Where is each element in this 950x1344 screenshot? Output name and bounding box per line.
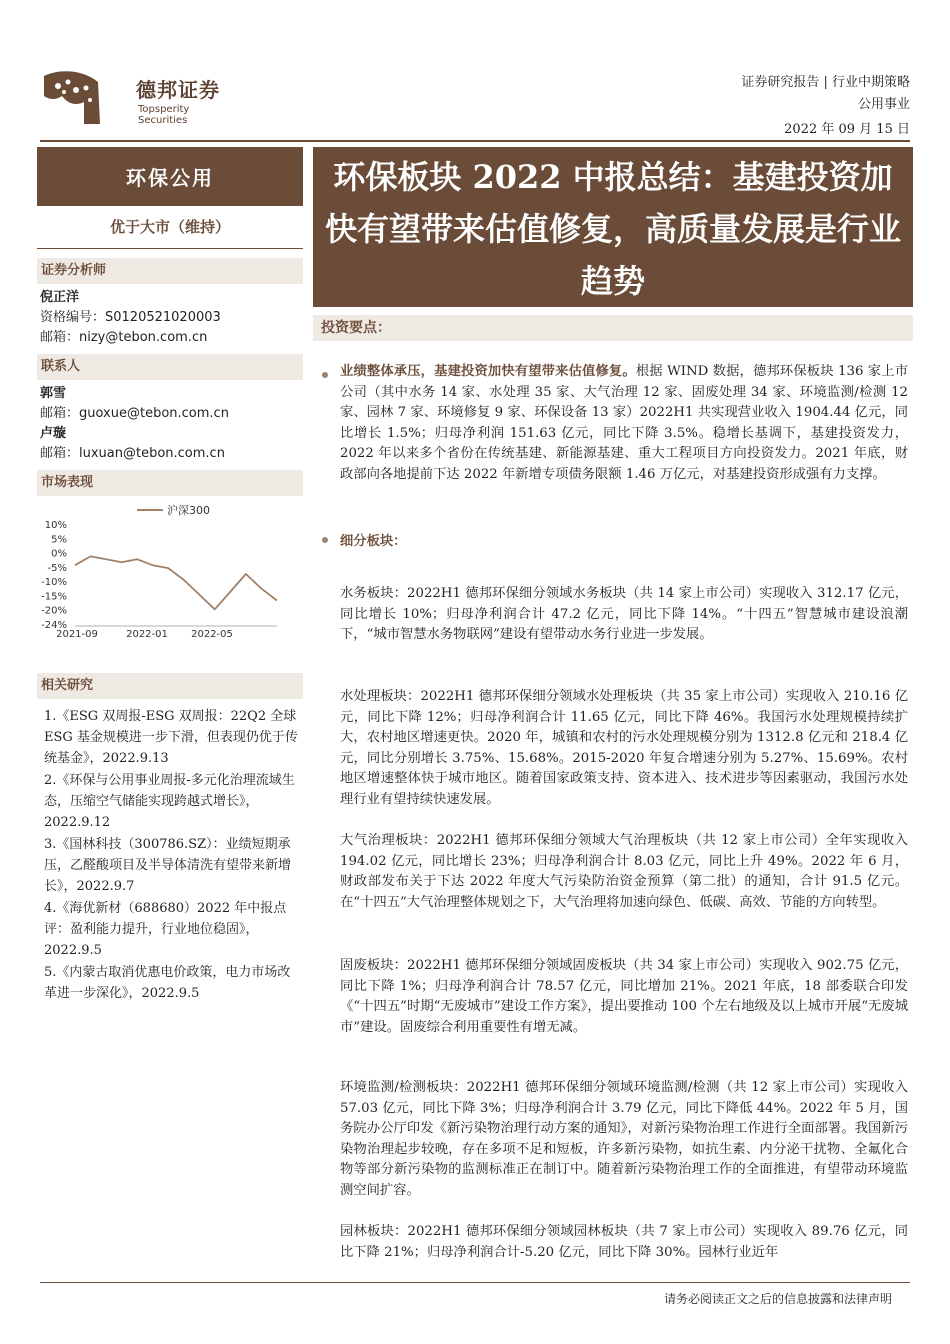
y-tick-label: 0% bbox=[51, 548, 67, 560]
rating-divider bbox=[37, 248, 303, 249]
report-meta bbox=[741, 72, 910, 116]
market-heading: 市场表现 bbox=[37, 470, 303, 496]
analyst-block bbox=[40, 288, 221, 348]
x-tick-label: 2022-01 bbox=[126, 629, 168, 640]
y-tick-label: -5% bbox=[47, 562, 67, 574]
y-tick-label: -20% bbox=[41, 605, 67, 617]
related-item[interactable]: 4.《海优新材（688680）2022 年中报点评：盈利能力提升，行业地位稳固》，2022.9.5 bbox=[44, 901, 287, 958]
contact2-email[interactable]: 邮箱：luxuan@tebon.com.cn bbox=[40, 446, 225, 461]
industry-label: 公用事业 bbox=[857, 97, 910, 112]
y-tick-label: 10% bbox=[44, 520, 67, 531]
segments-heading: 细分板块： bbox=[340, 534, 407, 549]
contact1-email[interactable]: 邮箱：guoxue@tebon.com.cn bbox=[40, 406, 229, 421]
footer-divider bbox=[40, 1282, 910, 1283]
solid-waste-paragraph: 固废板块：2022H1 德邦环保细分领域固废板块（共 34 家上市公司）实现收入 902.75 亿元，同比下降 1%；归母净利润合计 78.57 亿元，同比增加 21%。2021 年底，18 部委联合印发《“十四五”时期“无废城市”建设工作方案》，提出要推动 100 个左右地级及以上城市开展“无废城市”建设。固废综合利用重要性有增无减。 bbox=[340, 958, 908, 1035]
report-type: 证券研究报告 | 行业中期策略 bbox=[741, 75, 910, 90]
rating-label: 优于大市（维持） bbox=[109, 218, 230, 236]
contact-block bbox=[40, 384, 229, 464]
related-item[interactable]: 1.《ESG 双周报-ESG 双周报：22Q2 全球 ESG 基金规模进一步下滑，但表现仍优于传统基金》，2022.9.13 bbox=[44, 709, 298, 766]
y-tick-label: -24% bbox=[41, 620, 67, 631]
analyst-cert: 资格编号：S0120521020003 bbox=[40, 310, 221, 325]
legend-label: 沪深300 bbox=[167, 504, 210, 517]
sector-label: 环保公用 bbox=[37, 147, 303, 206]
landscaping-paragraph: 园林板块：2022H1 德邦环保细分领域园林板块（共 7 家上市公司）实现收入 89.76 亿元，同比下降 21%；归母净利润合计-5.20 亿元，同比下降 30%。园林行业近年 bbox=[340, 1224, 908, 1260]
related-item[interactable]: 2.《环保与公用事业周报-多元化治理流域生态，压缩空气储能实现跨越式增长》，2022.9.12 bbox=[44, 773, 295, 830]
related-item[interactable]: 3.《国林科技（300786.SZ）：业绩短期承压，乙醛酸项目及半导体清洗有望带来新增长》，2022.9.7 bbox=[44, 837, 292, 894]
x-tick-label: 2021-09 bbox=[56, 629, 98, 640]
header-divider bbox=[40, 140, 910, 142]
x-tick-label: 2022-05 bbox=[191, 629, 233, 640]
market-performance-chart bbox=[37, 500, 303, 640]
y-tick-label: 5% bbox=[51, 534, 67, 546]
brand-name-en: Topsperity Securities bbox=[138, 104, 190, 126]
related-heading: 相关研究 bbox=[37, 673, 303, 699]
bullet-icon bbox=[322, 537, 328, 543]
contact1-name: 郭雪 bbox=[40, 386, 67, 401]
brand-name-cn: 德邦证券 bbox=[136, 78, 220, 102]
contact2-name: 卢璇 bbox=[40, 426, 67, 441]
water-treatment-paragraph: 水处理板块：2022H1 德邦环保细分领域水处理板块（共 35 家上市公司）实现收入 210.16 亿元，同比下降 12%；归母净利润合计 11.65 亿元，同比下降 46%。我国污水处理规模持续扩大，农村地区增速更快。2020 年，城镇和农村的污水处理规模分别为 1312.8 亿元和 218.4 亿元，同比分别增长 3.75%、15.68%。2015-2020 年复合增速分别为 5.27%、15.69%。农村地区增速整体快于城市地区。随着国家政策支持、资本进入、技术进步等因素驱动，我国污水处理行业有望持续快速发展。 bbox=[340, 689, 908, 807]
related-item[interactable]: 5.《内蒙古取消优惠电价政策，电力市场改革进一步深化》，2022.9.5 bbox=[44, 965, 291, 1001]
y-tick-label: -10% bbox=[41, 577, 67, 589]
summary-paragraph bbox=[340, 362, 908, 485]
air-paragraph: 大气治理板块：2022H1 德邦环保细分领域大气治理板块（共 12 家上市公司）全年实现收入 194.02 亿元，同比增长 23%；归母净利润合计 8.03 亿元，同比上升 49%。2022 年 6 月，财政部发布关于下达 2022 年度大气污染防治资金预算（第二批）的通知，合计 91.5 亿元。在“十四五”大气治理整体规划之下，大气治理将加速向绿色、低碳、高效、节能的方向转型。 bbox=[340, 833, 908, 910]
bullet-icon bbox=[322, 372, 328, 378]
report-title: 环保板块 2022 中报总结：基建投资加快有望带来估值修复，高质量发展是行业趋势 bbox=[313, 147, 913, 307]
series-line-hs300 bbox=[75, 556, 277, 609]
monitoring-paragraph: 环境监测/检测板块：2022H1 德邦环保细分领域环境监测/检测（共 12 家上市公司）实现收入 57.03 亿元，同比下降 3%；归母净利润合计 3.79 亿元，同比下降低 44%。2022 年 5 月，国务院办公厅印发《新污染物治理行动方案的通知》，对新污染物治理工作进行全面部署。我国新污染物治理起步较晚，存在多项不足和短板，许多新污染物，如抗生素、内分泌干扰物、全氟化合物等部分新污染物的监测标准正在制订中。随着新污染物治理工作的全面推进，有望带动环境监测空间扩容。 bbox=[340, 1080, 908, 1198]
y-tick-label: -15% bbox=[41, 591, 67, 603]
analyst-heading: 证券分析师 bbox=[37, 258, 303, 284]
key-points-heading: 投资要点： bbox=[313, 315, 913, 341]
footer-disclaimer[interactable]: 请务必阅读正文之后的信息披露和法律声明 bbox=[663, 1292, 892, 1306]
brand-logo bbox=[40, 66, 240, 136]
report-date: 2022 年 09 月 15 日 bbox=[784, 122, 910, 137]
contact-heading: 联系人 bbox=[37, 354, 303, 380]
analyst-name: 倪正洋 bbox=[40, 290, 80, 305]
related-research-list bbox=[44, 706, 300, 1005]
summary-text: 根据 WIND 数据，德邦环保板块 136 家上市公司（其中水务 14 家、水处理 35 家、大气治理 12 家、固废处理 34 家、环境监测/检测 12 家、园林 7 家、环境修复 9 家、环保设备 13 家）2022H1 共实现营业收入 1904.44 亿元，同比增长 1.5%；归母净利润 151.63 亿元，同比下降 3.5%。稳增长基调下，基建投资发力，2022 年以来多个省份在传统基建、新能源基建、重大工程项目方向投资发力。2021 年底，财政部向各地提前下达 2022 年新增专项债务限额 1.46 万亿元，对基建投资形成强有力支撑。 bbox=[340, 364, 908, 482]
summary-bold: 业绩整体承压，基建投资加快有望带来估值修复。 bbox=[340, 364, 636, 379]
leopard-logo-icon bbox=[40, 66, 104, 130]
water-paragraph: 水务板块：2022H1 德邦环保细分领域水务板块（共 14 家上市公司）实现收入 312.17 亿元，同比增长 10%；归母净利润合计 47.2 亿元，同比下降 14%。“十四五”智慧城市建设浪潮下，“城市智慧水务物联网”建设有望带动水务行业进一步发展。 bbox=[340, 586, 908, 642]
analyst-email[interactable]: 邮箱：nizy@tebon.com.cn bbox=[40, 330, 208, 345]
